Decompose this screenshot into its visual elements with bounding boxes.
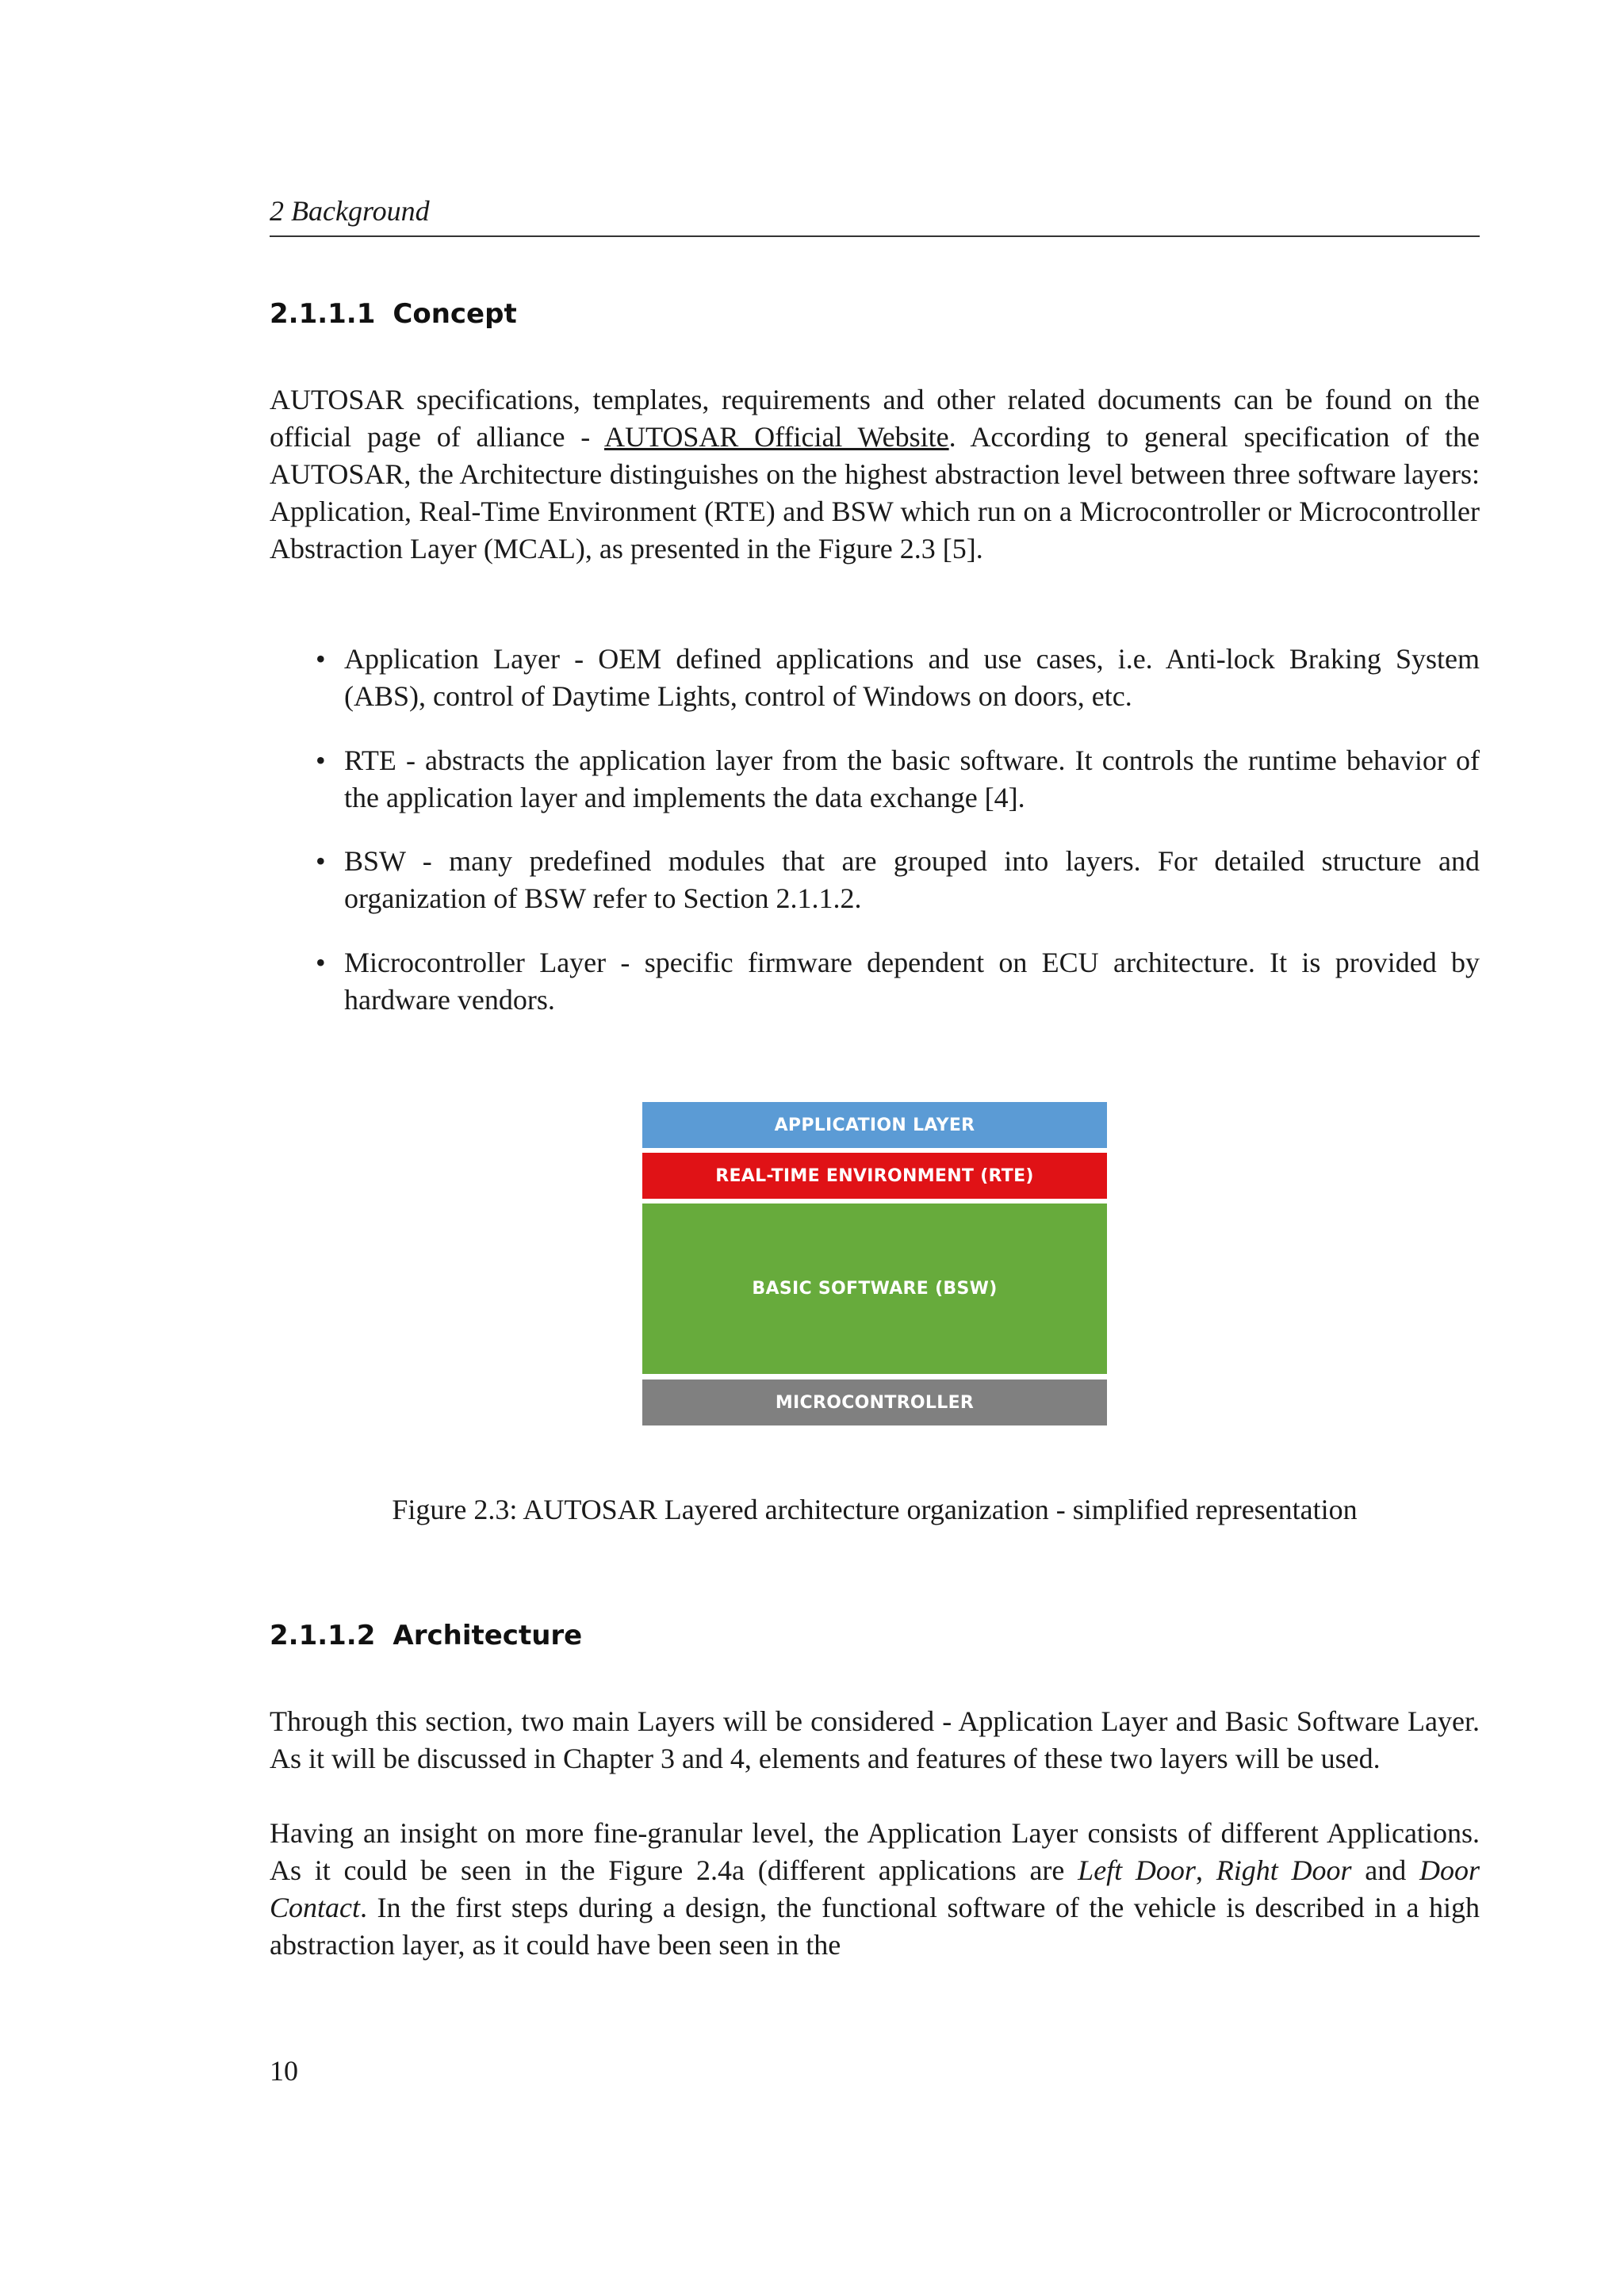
figure-caption: Figure 2.3: AUTOSAR Layered architecture organization - simplified representation [392, 1494, 1358, 1525]
bullet-icon: • [316, 744, 326, 776]
para2-text: . In the first steps during a design, the functional software of the vehicle is described in a high abstraction layer, as it could have been seen in the [270, 1892, 1480, 1961]
bullet-icon: • [316, 845, 326, 877]
list-item-rte [316, 742, 1480, 817]
bullet-text: BSW - many predefined modules that are grouped into layers. For detailed structure and organization of BSW refer to Section 2.1.1.2. [344, 845, 1480, 914]
list-item-bsw [316, 843, 1480, 917]
bullet-text: Microcontroller Layer - specific firmware dependent on ECU architecture. It is provided by hardware vendors. [344, 947, 1480, 1016]
bullet-icon: • [316, 643, 326, 675]
app-name-right-door: Right Door [1216, 1854, 1352, 1886]
section-title: Architecture [393, 1620, 583, 1651]
layer-rte: REAL-TIME ENVIRONMENT (RTE) [642, 1153, 1107, 1199]
section-heading-architecture [270, 1618, 1480, 1653]
para2-text: , [1195, 1854, 1216, 1886]
header-rule [270, 235, 1480, 237]
architecture-paragraph-1: Through this section, two main Layers will be considered - Application Layer and Basic Software Layer. As it will be discussed in Chapter 3 and 4, elements and features of these two layers will be used. [270, 1705, 1480, 1774]
para2-text: and [1351, 1854, 1419, 1886]
section-number: 2.1.1.2 [270, 1620, 376, 1651]
section-title: Concept [393, 298, 517, 330]
document-page [270, 0, 1480, 2296]
concept-text-before-link: AUTOSAR specifications, templates, requirements and other related documents can be found on the official page of alliance - [270, 384, 1480, 453]
architecture-paragraph-2 [270, 1815, 1480, 1964]
app-name-door-contact: Door Contact [270, 1854, 1480, 1923]
section-number: 2.1.1.1 [270, 298, 376, 330]
app-name-left-door: Left Door [1078, 1854, 1196, 1886]
autosar-layer-diagram [642, 1102, 1107, 1427]
running-header: 2 Background [270, 195, 430, 227]
concept-paragraph [270, 381, 1480, 568]
concept-text-after-link: . According to general specification of the AUTOSAR, the Architecture distinguishes on the highest abstraction level between three software layers: Application, Real-Time Environment (RTE) and BSW which run on a Microcontroller or Microcontroller Abstraction Layer (MCAL), as presented in the Figure 2.3 [5]. [270, 421, 1480, 564]
bullet-icon: • [316, 947, 326, 978]
layer-microcontroller: MICROCONTROLLER [642, 1380, 1107, 1425]
para2-text: Having an insight on more fine-granular level, the Application Layer consists of different Applications. As it could be seen in the Figure 2.4a (different applications are [270, 1817, 1480, 1886]
layer-application: APPLICATION LAYER [642, 1102, 1107, 1148]
autosar-website-link[interactable]: AUTOSAR Official Website [604, 421, 949, 453]
list-item-application-layer [316, 641, 1480, 715]
page-number: 10 [270, 2055, 298, 2087]
layer-bsw: BASIC SOFTWARE (BSW) [642, 1203, 1107, 1374]
bullet-text: Application Layer - OEM defined applications and use cases, i.e. Anti-lock Braking System (ABS), control of Daytime Lights, control of Windows on doors, etc. [344, 643, 1480, 712]
list-item-microcontroller [316, 944, 1480, 1019]
section-heading-concept [270, 297, 1480, 331]
bullet-text: RTE - abstracts the application layer from the basic software. It controls the runtime behavior of the application layer and implements the data exchange [4]. [344, 744, 1480, 813]
